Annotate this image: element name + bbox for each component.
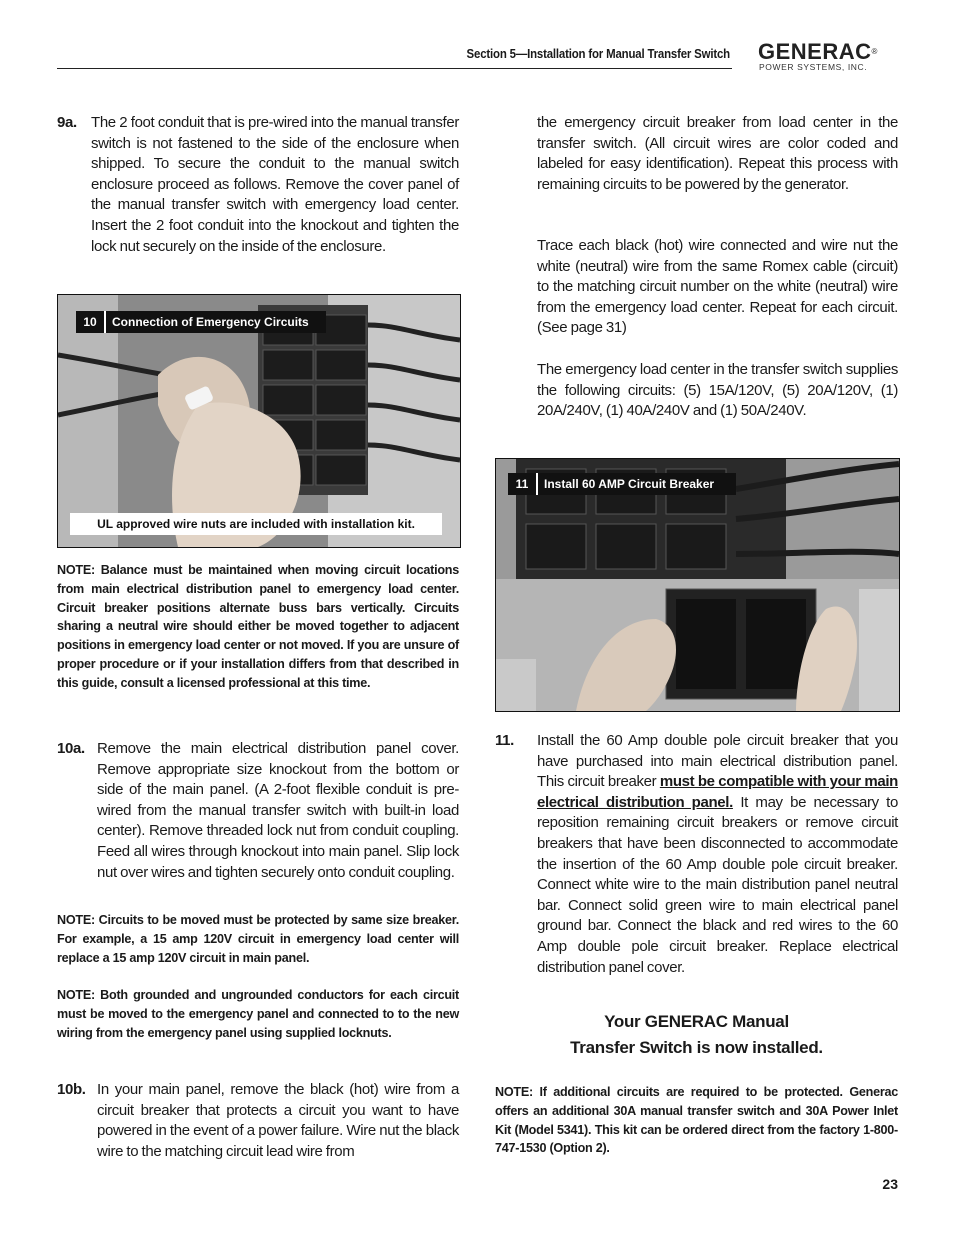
step-10b-continued: the emergency circuit breaker from load center in the transfer switch. (All circuit wires are color coded and labeled for easy identification). Repeat this process with remaining circuits to be powered by the generator.	[537, 114, 898, 193]
step-11-number: 11.	[495, 732, 514, 749]
step-10b-number: 10b.	[57, 1081, 86, 1098]
header-rule	[57, 68, 732, 69]
step-10b-text: In your main panel, remove the black (hot) wire from a circuit breaker that protects a circuit you want to have powered in the event of a power failure. Wire nut the black wire to the matching circuit lead wire from	[97, 1081, 459, 1160]
step-10b	[57, 1080, 459, 1170]
figure-10-number: 10	[76, 311, 106, 333]
circuits-supplied-paragraph: The emergency load center in the transfer switch supplies the following circuits: (5) 15A/120V, (5) 20A/120V, (1) 20A/240V, (1) 40A/240V and (1) 50A/240V.	[537, 361, 898, 420]
step-9a	[57, 113, 459, 283]
installed-heading	[495, 1009, 898, 1061]
step-10a-text: Remove the main electrical distribution panel cover. Remove appropriate size knockout from the bottom or side of the main panel. (A 2-foot flexible conduit is pre-wired from the manual transfer switch with built-in load center). Remove threaded lock nut from conduit coupling. Feed all wires through knockout into main panel. Slip lock nut over wires and tighten securely onto conduit coupling.	[97, 740, 459, 881]
figure-10-caption: UL approved wire nuts are included with installation kit.	[70, 513, 442, 535]
step-9a-number: 9a.	[57, 114, 77, 131]
step-11-text	[537, 731, 898, 978]
figure-11-photo	[495, 458, 900, 712]
logo-registered-mark: ®	[871, 47, 878, 56]
installed-heading-line-1: Your GENERAC Manual	[604, 1012, 789, 1031]
step-11-text-start: Install the 60 Amp double pole circuit breaker that you have purchased into main electrical distribution panel. This circuit breaker	[537, 732, 898, 791]
section-title: Section 5—Installation for Manual Transfer Switch	[466, 46, 730, 61]
step-11-compatibility-warning: must be compatible with your main electrical distribution panel.	[537, 773, 898, 811]
step-10a	[57, 739, 459, 909]
step-11	[495, 731, 898, 981]
installed-heading-line-2: Transfer Switch is now installed.	[570, 1038, 823, 1057]
note-balance: NOTE: Balance must be maintained when moving circuit locations from main electrical distribution panel to emergency load center. Circuit breaker positions alternate buss bars vertically. Circuits sharing a neutral wire should either be moved together to adjacent positions in emergency load center or not moved. If you are unsure of proper procedure or if your installation differs from that described in this guide, consult a licensed professional at this time.	[57, 563, 459, 690]
note-grounded-conductors: NOTE: Both grounded and ungrounded conductors for each circuit must be moved to the emergency panel and connected to to the new wiring from the emergency panel using supplied locknuts.	[57, 988, 459, 1040]
page-number: 23	[882, 1176, 898, 1192]
trace-wires-paragraph: Trace each black (hot) wire connected and wire nut the white (neutral) wire from the same Romex cable (circuit) to the matching circuit number on the white (neutral) wire from the emergency load center. Repeat for each circuit. (See page 31)	[537, 237, 898, 337]
note-circuits-protected: NOTE: Circuits to be moved must be protected by same size breaker. For example, a 15 amp 120V circuit in emergency load center will replace a 15 amp 120V circuit in main panel.	[57, 913, 459, 965]
step-9a-text: The 2 foot conduit that is pre-wired into the manual transfer switch is not fastened to the side of the enclosure when shipped. To secure the conduit to the manual switch enclosure proceed as follows. Remove the cover panel of the manual transfer switch with emergency load center. Insert the 2 foot conduit into the knockout and tighten the lock nut securely on the inside of the enclosure.	[91, 114, 459, 255]
logo-word: GENERAC	[758, 39, 872, 64]
figure-11-number: 11	[508, 473, 538, 495]
step-10a-number: 10a.	[57, 740, 85, 757]
logo-subtitle: POWER SYSTEMS, INC.	[759, 62, 868, 72]
generac-logo	[758, 39, 898, 72]
figure-10-photo	[57, 294, 461, 548]
figure-11-illustration	[496, 459, 899, 711]
step-11-text-end: It may be necessary to reposition remaining circuit breakers or remove circuit breakers that have been disconnected to accommodate the insertion of the 60 Amp double pole circuit breaker. Connect white wire to the main distribution panel neutral bar. Connect solid green wire to main electrical panel ground bar. Connect the black and red wires to the 60 Amp double pole circuit breaker. Replace electrical distribution panel cover.	[537, 793, 898, 976]
figure-10-title: Connection of Emergency Circuits	[112, 315, 309, 329]
figure-11-title: Install 60 AMP Circuit Breaker	[544, 477, 715, 491]
figure-11-caption-bar	[508, 473, 736, 495]
note-additional-circuits: NOTE: If additional circuits are required to be protected. Generac offers an additional 30A manual transfer switch and 30A Power Inlet Kit (Model 5341). This kit can be ordered direct from the factory 1-800-747-1530 (Option 2).	[495, 1085, 898, 1156]
figure-10-caption-bar	[76, 311, 326, 333]
